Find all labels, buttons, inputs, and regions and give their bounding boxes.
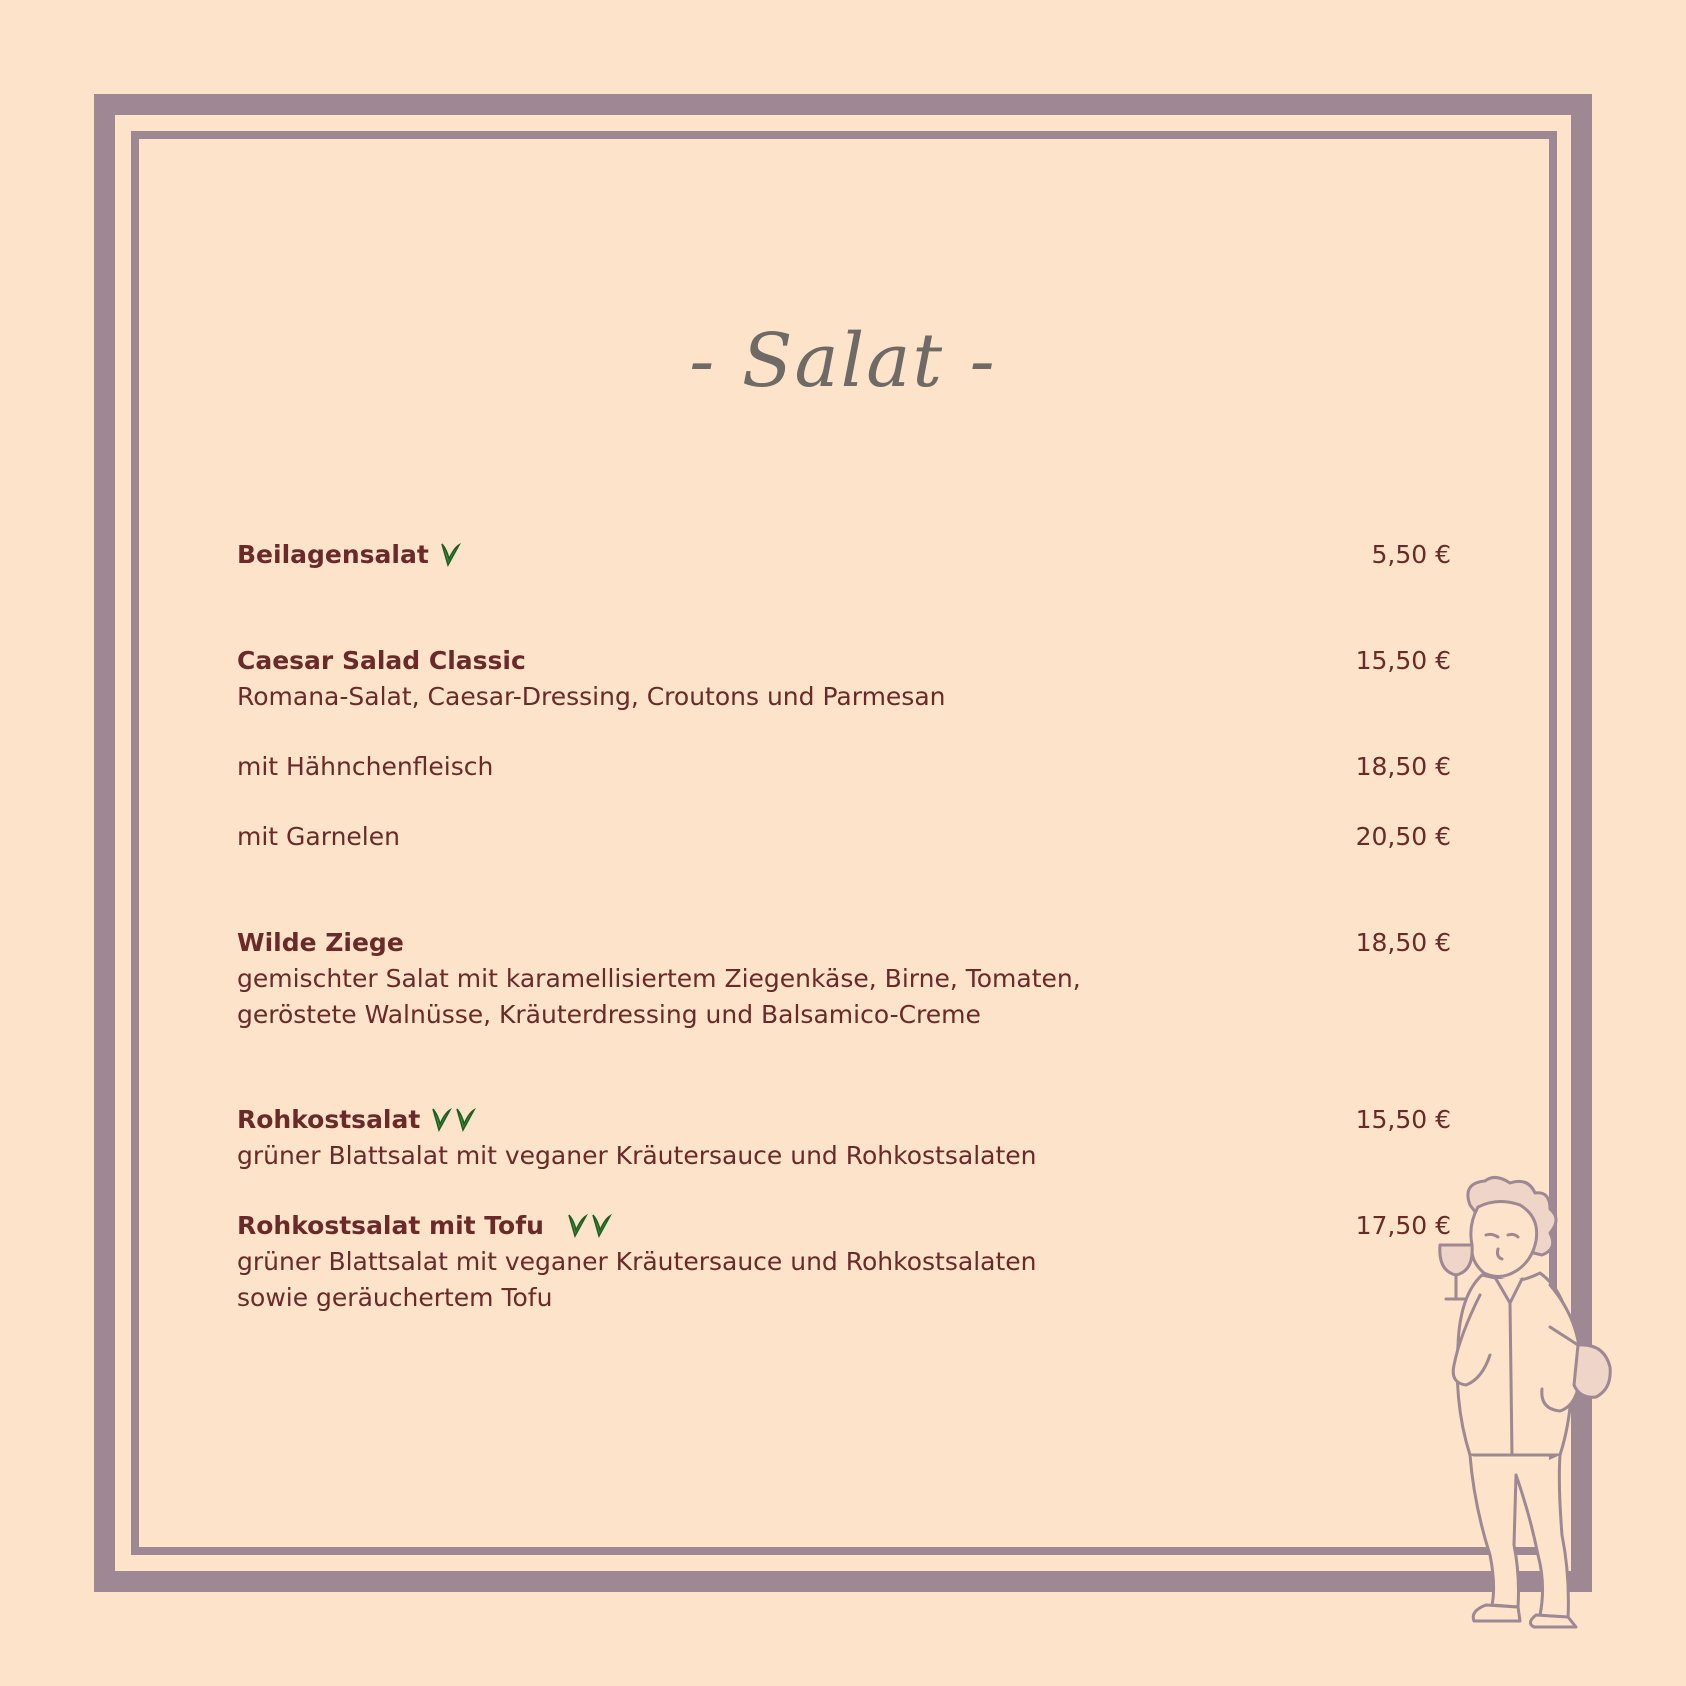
item-price: 18,50 € [1355,752,1451,781]
wine-tasting-man-illustration [1400,1175,1630,1630]
menu-item [237,1208,1451,1316]
item-description: geröstete Walnüsse, Kräuterdressing und Balsamico-Creme [237,1000,981,1029]
item-description: grüner Blattsalat mit veganer Kräutersauce und Rohkostsalaten [237,1141,1037,1170]
vegan-leaf-icon [566,1213,588,1239]
vegan-leaf-icon [430,1107,452,1133]
item-name: Wilde Ziege [237,928,404,957]
item-price: 18,50 € [1355,928,1451,957]
item-price: 15,50 € [1355,1105,1451,1134]
item-name: mit Hähnchenfleisch [237,752,494,781]
item-price: 17,50 € [1355,1211,1451,1240]
item-description: sowie geräuchertem Tofu [237,1283,553,1312]
menu-item [237,749,1451,785]
vegan-leaf-icon [590,1213,612,1239]
item-name: mit Garnelen [237,822,400,851]
menu-item [237,643,1451,715]
menu-item [237,537,1451,573]
item-name: Caesar Salad Classic [237,646,526,675]
item-price: 5,50 € [1371,540,1451,569]
item-description: Romana-Salat, Caesar-Dressing, Croutons und Parmesan [237,682,946,711]
item-price: 15,50 € [1355,646,1451,675]
item-description: grüner Blattsalat mit veganer Kräutersauce und Rohkostsalaten [237,1247,1037,1276]
menu-item [237,819,1451,855]
item-name: Rohkostsalat [237,1105,421,1134]
menu-item [237,1102,1451,1174]
item-name: Beilagensalat [237,540,429,569]
menu-item [237,925,1451,1033]
item-name: Rohkostsalat mit Tofu [237,1211,544,1240]
vegan-leaf-icon [454,1107,476,1133]
page-title: - Salat - [689,318,997,404]
item-price: 20,50 € [1355,822,1451,851]
item-description: gemischter Salat mit karamellisiertem Ziegenkäse, Birne, Tomaten, [237,964,1081,993]
vegan-leaf-icon [439,542,461,568]
